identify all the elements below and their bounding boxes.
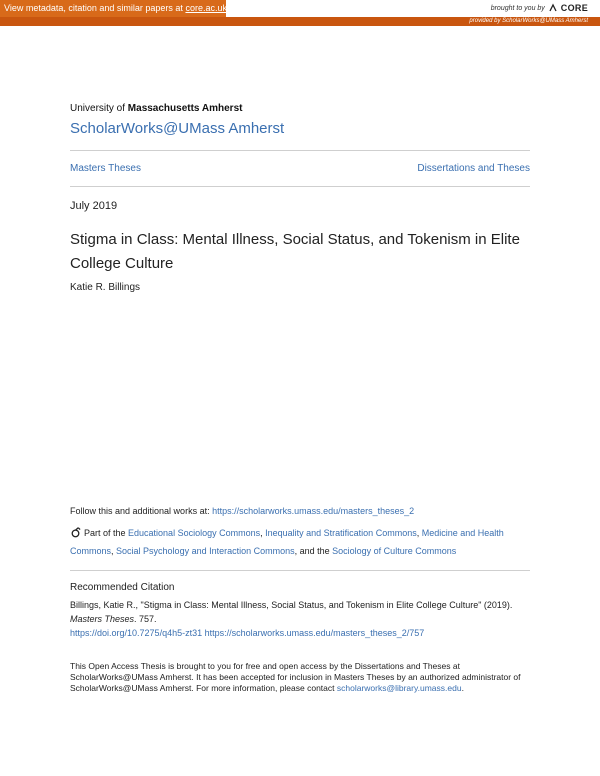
divider-nav [70,186,530,187]
brought-by-text: brought to you by [490,4,545,12]
core-banner [0,0,600,25]
university-prefix: University of [70,103,128,114]
provided-by-text: provided by ScholarWorks@UMass Amherst [469,18,588,24]
citation-number: . 757. [134,614,157,624]
core-logo-icon [548,3,558,13]
follow-label: Follow this and additional works at: [70,506,213,516]
core-logo-text: CORE [560,3,588,13]
document-title: Stigma in Class: Mental Illness, Social Status, and Tokenism in Elite College Culture [70,231,520,272]
educational-sociology-link[interactable]: Educational Sociology Commons [128,528,261,538]
dissertations-theses-link[interactable]: Dissertations and Theses [417,163,530,174]
university-bold: Massachusetts Amherst [127,103,243,114]
university-name [70,103,242,114]
follow-url-link[interactable]: https://scholarworks.umass.edu/masters_theses_2 [212,506,415,516]
core-metadata-bar [0,0,226,17]
separator: , [111,546,117,556]
doi-link[interactable]: https://doi.org/10.7275/q4h5-zt31 [70,628,203,638]
citation-source: Masters Theses [70,614,135,624]
separator: , [416,528,422,538]
separator: , and the [294,546,333,556]
masters-theses-link[interactable]: Masters Theses [70,163,141,174]
contact-email-link[interactable]: scholarworks@library.umass.edu [336,683,462,693]
citation-body: Billings, Katie R., "Stigma in Class: Mental Illness, Social Status, and Tokenism in Elite College Culture" (2019). [70,600,513,610]
divider-top [70,150,530,151]
access-end: . [461,683,464,693]
publication-date: July 2019 [70,200,118,212]
social-psychology-link[interactable]: Social Psychology and Interaction Commons [116,546,295,556]
citation-url-link[interactable]: https://scholarworks.umass.edu/masters_theses_2/757 [204,628,425,638]
core-metadata-text: View metadata, citation and similar papers at [4,3,186,13]
recommended-citation-heading: Recommended Citation [70,582,175,593]
part-of-prefix: Part of the [84,528,129,538]
sociology-culture-link[interactable]: Sociology of Culture Commons [332,546,457,556]
follow-line [70,506,540,516]
separator: , [260,528,266,538]
part-of-commons [70,524,530,560]
repository-link[interactable]: ScholarWorks@UMass Amherst [70,120,285,137]
network-icon [70,527,81,538]
inequality-stratification-link[interactable]: Inequality and Stratification Commons [265,528,417,538]
document-author: Katie R. Billings [70,282,141,293]
core-brand [491,3,588,13]
citation-text [70,598,530,640]
open-access-statement [70,661,530,694]
divider-citation [70,570,530,571]
access-text: This Open Access Thesis is brought to you for free and open access by the Dissertations and Theses at ScholarWorks@UMass Amherst. It has been accepted for inclusion in Masters Theses by an authorized administrator of ScholarWorks@UMass Amherst. For more information, please contact [70,661,521,693]
medicine-health-link[interactable]: Medicine and Health Commons [70,528,504,556]
core-link[interactable]: core.ac.uk [185,3,227,13]
provided-by-strip [0,17,600,26]
